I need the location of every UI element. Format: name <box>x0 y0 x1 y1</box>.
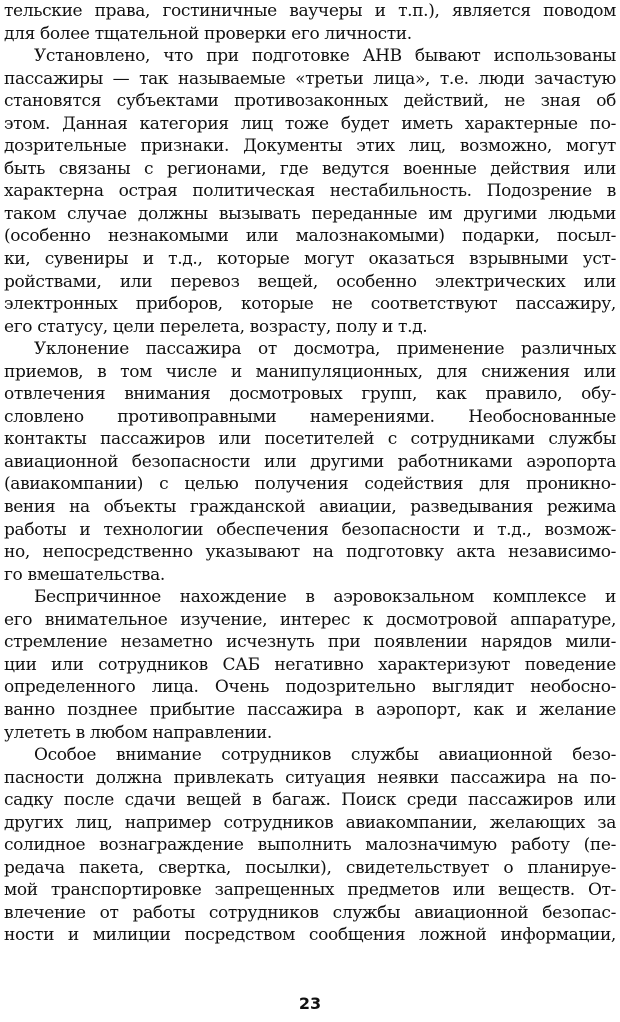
text-line: быть связаны с регионами, где ведутся военные действия или <box>4 158 616 179</box>
text-line: солидное вознаграждение выполнить малозначимую работу (пе- <box>4 835 616 856</box>
text-line: определенного лица. Очень подозрительно выглядит необосно- <box>4 677 616 698</box>
text-line: ройствами, или перевоз вещей, особенно электрических или <box>4 271 616 292</box>
text-line: характерна острая политическая нестабильность. Подозрение в <box>4 181 616 202</box>
text-line: пассажиры — так называемые «третьи лица», т.е. люди зачастую <box>4 68 616 89</box>
text-line: его статусу, цели перелета, возрасту, полу и т.д. <box>4 316 428 337</box>
text-line: тельские права, гостиничные ваучеры и т.п.), является поводом <box>4 1 616 21</box>
text-line: работы и технологии обеспечения безопасности и т.д., возмож- <box>4 519 616 540</box>
text-line: словлено противоправными намерениями. Необоснованные <box>4 406 616 427</box>
page-number: 23 <box>298 994 322 1013</box>
text-line: электронных приборов, которые не соответствуют пассажиру, <box>4 294 616 315</box>
text-line: Особое внимание сотрудников службы авиационной безо- <box>34 745 616 766</box>
text-line: мой транспортировке запрещенных предметов или веществ. От- <box>4 880 616 901</box>
text-line: ки, сувениры и т.д., которые могут оказаться взрывными уст- <box>4 249 616 270</box>
paragraph <box>4 0 616 45</box>
text-line: садку после сдачи вещей в багаж. Поиск среди пассажиров или <box>4 790 616 811</box>
text-line: влечение от работы сотрудников службы авиационной безопас- <box>4 902 616 923</box>
text-line: таком случае должны вызывать переданные им другими людьми <box>4 203 616 224</box>
text-line: контакты пассажиров или посетителей с сотрудниками службы <box>4 429 616 450</box>
text-line: стремление незаметно исчезнуть при появлении нарядов мили- <box>4 632 616 653</box>
text-line: Беспричинное нахождение в аэровокзальном комплексе и <box>34 587 616 608</box>
text-line: становятся субъектами противозаконных действий, не зная об <box>4 91 616 112</box>
text-line: (авиакомпании) с целью получения содействия для проникно- <box>4 474 616 495</box>
text-line: Уклонение пассажира от досмотра, применение различных <box>34 339 616 360</box>
text-line: (особенно незнакомыми или малознакомыми) подарки, посыл- <box>4 226 616 247</box>
paragraph <box>4 338 616 586</box>
text-line: редача пакета, свертка, посылки), свидетельствует о планируе- <box>4 857 616 878</box>
text-line: ции или сотрудников САБ негативно характеризуют поведение <box>4 654 616 675</box>
text-line: других лиц, например сотрудников авиакомпании, желающих за <box>4 812 616 833</box>
text-line: пасности должна привлекать ситуация неявки пассажира на по- <box>4 767 616 788</box>
text-line: его внимательное изучение, интерес к досмотровой аппаратуре, <box>4 609 616 630</box>
text-line: ванно позднее прибытие пассажира в аэропорт, как и желание <box>4 699 616 720</box>
paragraph <box>4 586 616 744</box>
text-line: ности и милиции посредством сообщения ложной информации, <box>4 925 616 946</box>
text-line: но, непосредственно указывают на подготовку акта независимо- <box>4 542 616 563</box>
text-line: для более тщательной проверки его личности. <box>4 23 412 44</box>
text-line: авиационной безопасности или другими работниками аэропорта <box>4 451 616 472</box>
paragraph <box>4 45 616 338</box>
body-text <box>4 0 616 947</box>
text-line: приемов, в том числе и манипуляционных, для снижения или <box>4 361 616 382</box>
text-line: дозрительные признаки. Документы этих лиц, возможно, могут <box>4 136 616 157</box>
paragraph <box>4 744 616 947</box>
text-line: улететь в любом направлении. <box>4 722 272 743</box>
text-line: вения на объекты гражданской авиации, разведывания режима <box>4 497 616 518</box>
text-line: отвлечения внимания досмотровых групп, как правило, обу- <box>4 384 616 405</box>
text-line: этом. Данная категория лиц тоже будет иметь характерные по- <box>4 113 616 134</box>
text-line: Установлено, что при подготовке АНВ бывают использованы <box>34 46 616 67</box>
text-line: го вмешательства. <box>4 564 165 585</box>
